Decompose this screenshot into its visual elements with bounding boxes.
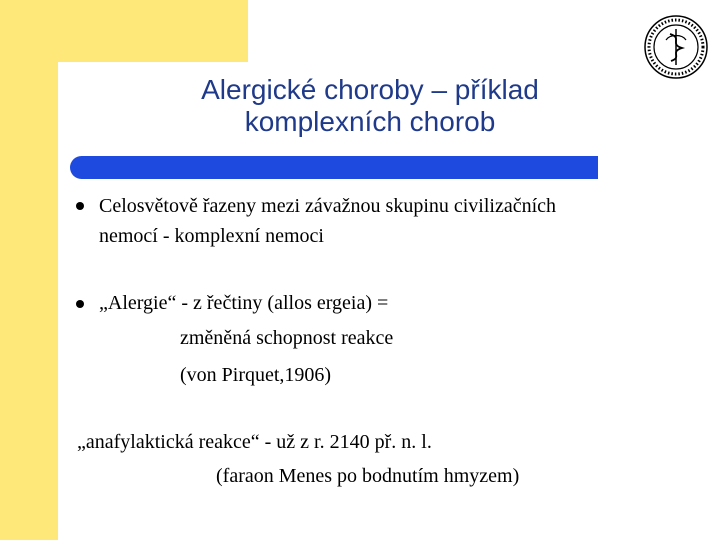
top-decorative-band	[0, 0, 248, 62]
title-divider-bar	[70, 156, 598, 179]
note-line-1: „anafylaktická reakce“ - už z r. 2140 př. n. l.	[77, 431, 432, 453]
bullet-1-line-2: nemocí - komplexní nemoci	[99, 225, 324, 247]
title-line-2: komplexních chorob	[244, 106, 496, 137]
university-seal-icon	[643, 14, 709, 80]
bullet-2-line-2: změněná schopnost reakce	[180, 327, 394, 349]
bullet-dot-2	[76, 300, 84, 308]
left-decorative-band	[0, 0, 58, 540]
bullet-dot-1	[76, 202, 84, 210]
bullet-1-line-1: Celosvětově řazeny mezi závažnou skupinu civilizačních	[99, 195, 557, 217]
bullet-2-line-3: (von Pirquet,1906)	[180, 364, 332, 386]
note-line-2: (faraon Menes po bodnutím hmyzem)	[216, 465, 520, 487]
slide-title	[100, 74, 640, 138]
bullet-2-line-1: „Alergie“ - z řečtiny (allos ergeia) =	[99, 292, 389, 314]
title-line-1: Alergické choroby – příklad	[201, 74, 539, 105]
